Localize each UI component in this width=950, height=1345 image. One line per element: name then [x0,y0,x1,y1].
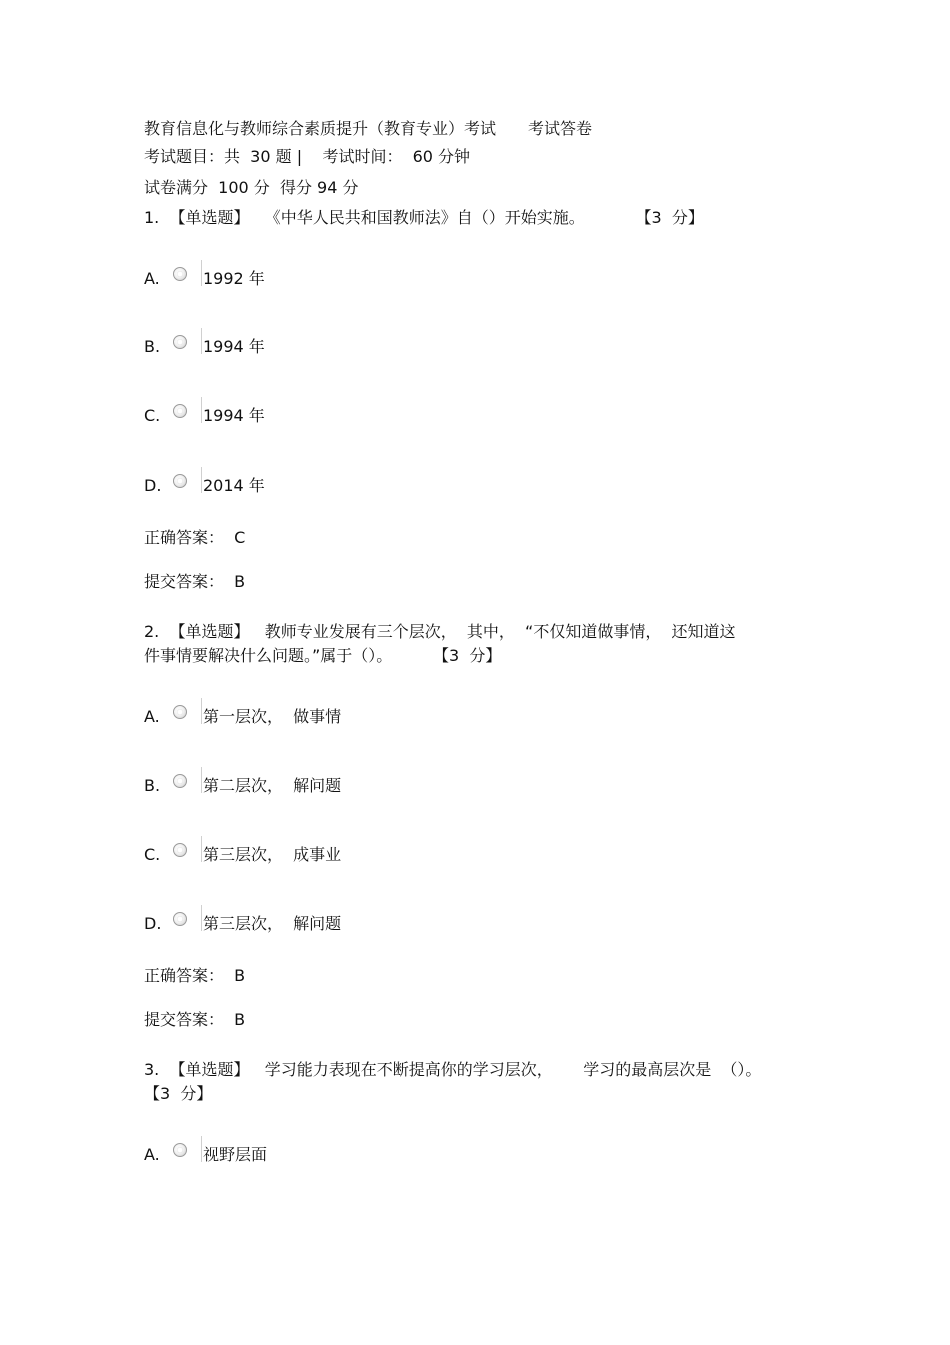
question-1-submitted-answer: 提交答案： B [144,572,246,591]
option-text: 1992 年 [203,269,265,288]
question-2-submitted-answer: 提交答案： B [144,1010,246,1029]
radio-button-icon[interactable] [173,267,187,281]
option-letter: B. [144,337,161,356]
radio-button-icon[interactable] [173,912,187,926]
question-1-stem: 1. 【单选题】 《中华人民共和国教师法》自（）开始实施。 【3 分】 [144,208,704,227]
option-letter: A. [144,1145,160,1164]
divider [201,1136,202,1162]
option-text: 第三层次， 解问题 [203,914,342,933]
option-letter: A. [144,707,160,726]
question-2-stem: 2. 【单选题】 教师专业发展有三个层次， 其中， “不仅知道做事情， 还知道这 [144,622,736,641]
radio-button-icon[interactable] [173,705,187,719]
divider [201,397,202,423]
radio-button-icon[interactable] [173,474,187,488]
option-letter: C. [144,845,161,864]
radio-button-icon[interactable] [173,335,187,349]
question-3-stem: 3. 【单选题】 学习能力表现在不断提高你的学习层次， 学习的最高层次是 （）。 [144,1060,762,1079]
radio-button-icon[interactable] [173,404,187,418]
option-text: 第二层次， 解问题 [203,776,342,795]
radio-button-icon[interactable] [173,843,187,857]
option-text: 第一层次， 做事情 [203,707,342,726]
exam-info: 考试题目：共 30 题 | 考试时间： 60 分钟 [144,147,471,166]
option-letter: C. [144,406,161,425]
radio-button-icon[interactable] [173,1143,187,1157]
exam-title: 教育信息化与教师综合素质提升（教育专业）考试 考试答卷 [144,119,593,138]
option-text: 视野层面 [203,1145,268,1164]
divider [201,260,202,286]
option-letter: B. [144,776,161,795]
divider [201,698,202,724]
divider [201,467,202,493]
option-letter: A. [144,269,160,288]
question-3-stem-cont: 【3 分】 [144,1084,213,1103]
question-2-stem-cont: 件事情要解决什么问题。”属于（）。 【3 分】 [144,646,502,665]
divider [201,328,202,354]
option-letter: D. [144,914,162,933]
option-text: 1994 年 [203,337,265,356]
option-letter: D. [144,476,162,495]
option-text: 2014 年 [203,476,265,495]
question-1-correct-answer: 正确答案： C [144,528,246,547]
option-text: 1994 年 [203,406,265,425]
score-info: 试卷满分 100 分 得分 94 分 [144,178,359,197]
question-2-correct-answer: 正确答案： B [144,966,246,985]
radio-button-icon[interactable] [173,774,187,788]
divider [201,905,202,931]
divider [201,767,202,793]
divider [201,836,202,862]
option-text: 第三层次， 成事业 [203,845,342,864]
